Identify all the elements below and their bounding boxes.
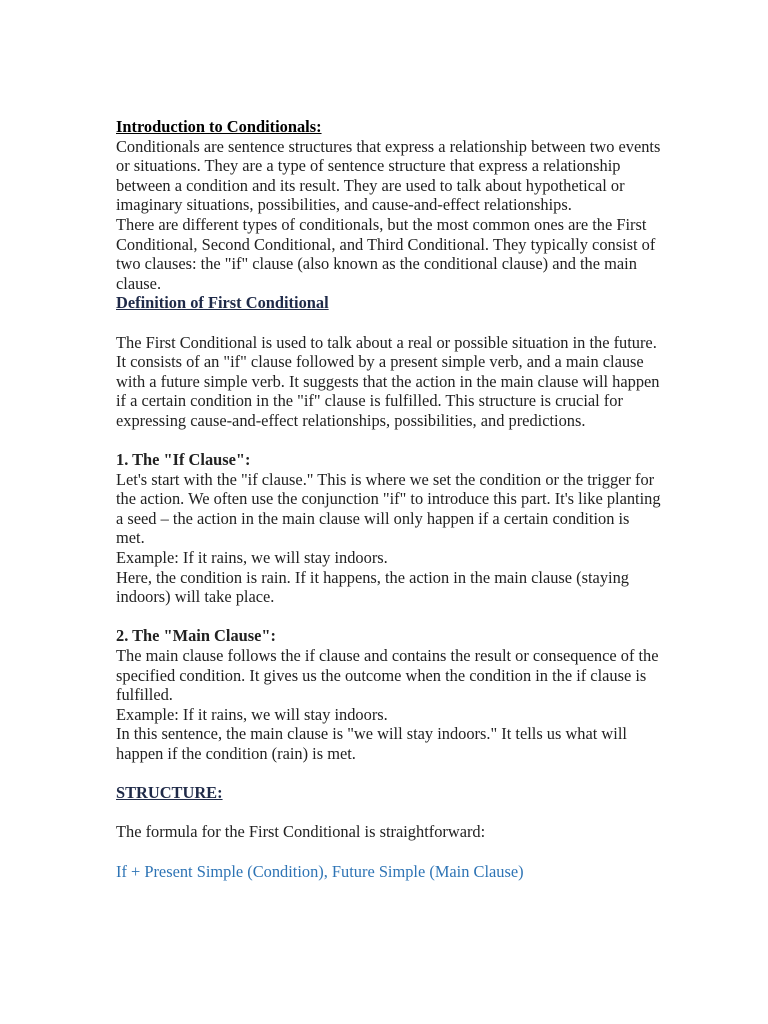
intro-heading: Introduction to Conditionals:: [116, 117, 322, 136]
definition-heading: Definition of First Conditional: [116, 293, 329, 313]
spacer: [116, 431, 661, 451]
definition-paragraph: The First Conditional is used to talk about a real or possible situation in the future. It consists of an "if" clause followed by a present simple verb, and a main clause with a future simple verb. It suggests that the action in the main clause will happen if a certain condition in the "if" clause is fulfilled. This structure is crucial for expressing cause-and-effect relationships, possibilities, and predictions.: [116, 332, 660, 430]
spacer: [116, 842, 661, 862]
structure-paragraph: The formula for the First Conditional is straightforward:: [116, 822, 486, 842]
if-clause-example: Example: If it rains, we will stay indoors.: [116, 548, 388, 568]
spacer: [116, 764, 661, 784]
if-clause-heading: 1. The "If Clause":: [116, 450, 251, 470]
if-clause-paragraph: Let's start with the "if clause." This is where we set the condition or the trigger for the action. We often use the conjunction "if" to introduce this part. It's like planting a seed – the action in the main clause will only happen if a certain condition is met.: [116, 469, 661, 548]
spacer: [116, 313, 661, 333]
main-clause-heading: 2. The "Main Clause":: [116, 626, 276, 646]
intro-paragraph-1: Conditionals are sentence structures that express a relationship between two events or situations. They are a type of sentence structure that express a relationship between a condition and its result. They are used to talk about hypothetical or imaginary situations, possibilities, and cause-and-effect relationships.: [116, 136, 661, 215]
structure-formula: If + Present Simple (Condition), Future Simple (Main Clause): [116, 861, 524, 881]
main-clause-explanation: In this sentence, the main clause is "we will stay indoors." It tells us what will happen if the condition (rain) is met.: [116, 724, 627, 763]
if-clause-explanation: Here, the condition is rain. If it happens, the action in the main clause (staying indoors) will take place.: [116, 567, 629, 607]
structure-heading: STRUCTURE:: [116, 783, 223, 803]
document-page: [116, 117, 661, 881]
intro-paragraph-2: There are different types of conditionals, but the most common ones are the First Conditional, Second Conditional, and Third Conditional. They typically consist of two clauses: the "if" clause (also known as the conditional clause) and the main clause.: [116, 214, 656, 293]
main-clause-paragraph: The main clause follows the if clause and contains the result or consequence of the specified condition. It gives us the outcome when the condition in the if clause is fulfilled.: [116, 646, 659, 705]
main-clause-example: Example: If it rains, we will stay indoors.: [116, 704, 388, 724]
spacer: [116, 607, 661, 627]
spacer: [116, 803, 661, 823]
